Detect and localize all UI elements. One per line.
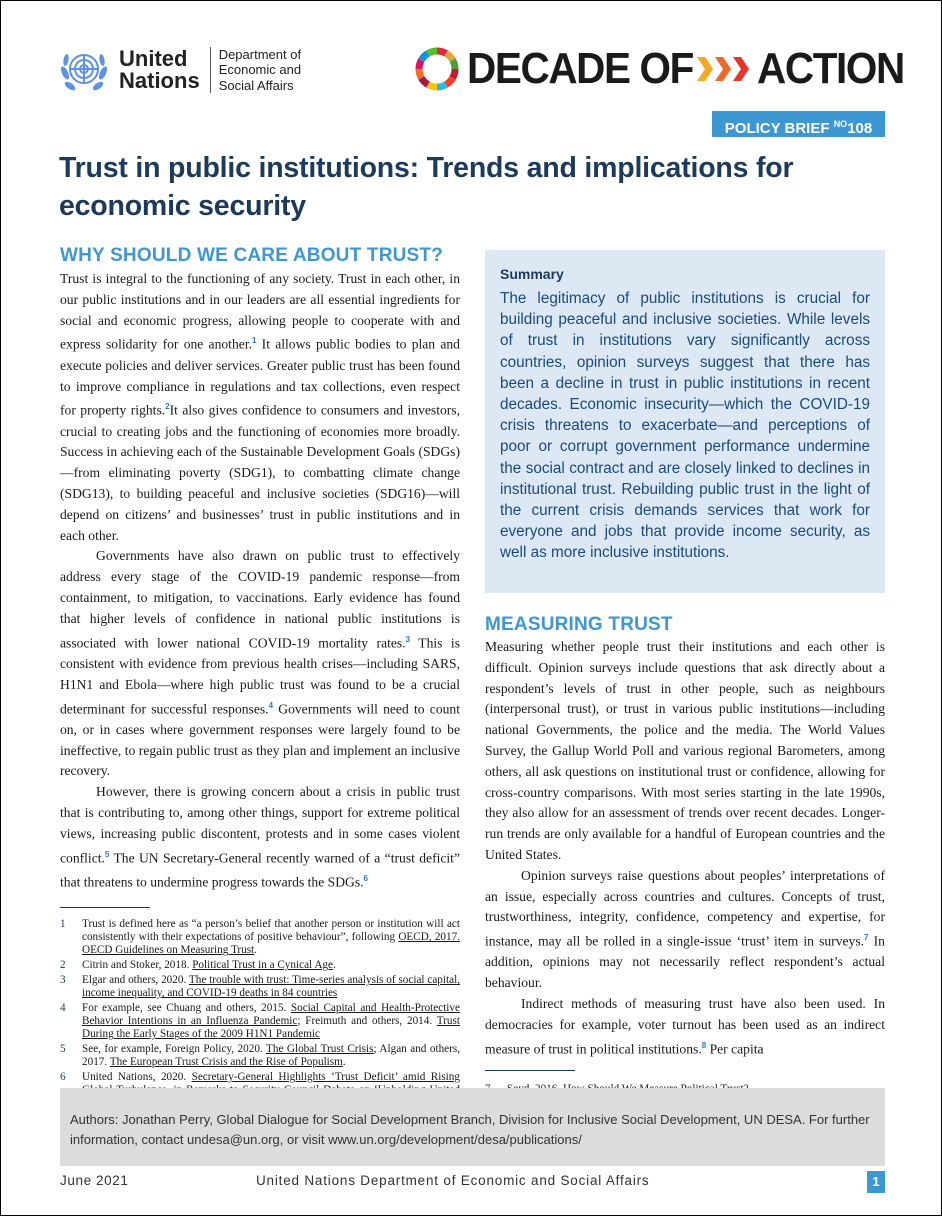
page-number: 1 (867, 1171, 885, 1193)
footnote (60, 1002, 460, 1041)
right-column (485, 614, 885, 1113)
footnote-rule (60, 907, 150, 908)
un-name (119, 48, 200, 92)
un-name-line2: Nations (119, 68, 200, 93)
paragraph (485, 866, 885, 994)
policy-brief-badge (712, 111, 885, 137)
authors-box: Authors: Jonathan Perry, Global Dialogue for Social Development Branch, Division for Inclusive Social Development, UN DESA. For further information, contact undesa@un.org, or visit www.un.org/development/desa/publications/ (60, 1088, 885, 1166)
page-title: Trust in public institutions: Trends and implications for economic security (59, 152, 794, 222)
text-run: It allows public bodies to plan and execute policies and deliver services. Greater public trust has been found to improve compliance in regulations and tax collections, even respect for property rights. (60, 336, 460, 418)
page-footer (60, 1171, 885, 1193)
text-run: . (342, 1056, 346, 1069)
paragraph (485, 994, 885, 1060)
policy-no-label: NO (833, 119, 848, 129)
text-run: For example, see Chuang and others, 2015. (82, 1002, 291, 1015)
footnote-link[interactable]: Trust During the Early Stages of the 2009 H1N1 Pandemic (82, 1015, 460, 1041)
footnote-ref[interactable]: 5 (104, 849, 110, 859)
text-run: It also gives confidence to consumers and investors, crucial to creating jobs and the functioning of economies more broadly. Success in achieving each of the Sustainable Development Goals (SDGs)—from eliminating poverty (SDG1), to combatting climate change (SDG13), to building peaceful and inclusive societies (SDG16)—will depend on citizens’ and businesses’ trust in public institutions and in each other. (60, 402, 460, 543)
footnote-number: 4 (60, 1002, 66, 1015)
footnote-text (82, 959, 460, 972)
footnote-number: 3 (60, 974, 66, 987)
chevron-right-icon (731, 55, 751, 83)
footnote-text (82, 974, 460, 1000)
footnote-text (82, 1043, 460, 1069)
section-heading-why-trust: WHY SHOULD WE CARE ABOUT TRUST? (60, 245, 444, 266)
footnote-link[interactable]: Social Capital and Health-Protective Behavior Intentions in an Influenza Pandemic (82, 1002, 460, 1028)
dept-name (219, 47, 301, 94)
footnote (60, 974, 460, 1000)
text-run: Opinion surveys raise questions about peoples’ interpretations of an issue, especially across countries and cultures. Concepts of trust, trustworthiness, integrity, confidence, competency and expertise, for instance, may all be rolled in a single-issue ‘trust’ item in surveys. (485, 867, 885, 949)
footnote-ref[interactable]: 4 (268, 700, 274, 710)
text-run: . (254, 944, 257, 957)
text-run: ; Algan and others, 2017. (82, 1043, 461, 1069)
text-run: Governments have also drawn on public trust to effectively address every stage of the COVID-19 pandemic response—from containment, to mitigation, to vaccinations. Early evidence has found that higher levels of confidence in national public institutions is associated with lower national COVID-19 mortality rates. (60, 548, 460, 651)
policy-brief-label: POLICY BRIEF (724, 120, 830, 137)
footnote-link[interactable]: The Global Trust Crisis (266, 1043, 374, 1056)
summary-box (485, 250, 885, 593)
dept-line2: Economic and (218, 62, 302, 78)
footnote-text (82, 1002, 460, 1041)
dept-line3: Social Affairs (218, 77, 294, 93)
footnote-rule (485, 1070, 575, 1071)
text-run: United Nations, 2020. (82, 1071, 192, 1084)
footnote-link[interactable]: Secretary-General Highlights ‘Trust Deficit’ amid Rising (191, 1071, 460, 1084)
text-run: Per capita (706, 1041, 764, 1057)
text-run: In addition, opinions may not necessarily reflect respondent’s actual behaviour. (485, 933, 885, 991)
text-run: . (332, 959, 336, 972)
footnote-ref[interactable]: 3 (405, 634, 411, 644)
text-run: ; Freimuth and others, 2014. (297, 1015, 437, 1028)
text-run: The UN Secretary-General recently warned of a “trust deficit” that threatens to undermine progress towards the SDGs. (60, 850, 460, 890)
chevron-right-icon (695, 55, 715, 83)
footer-org: United Nations Department of Economic and Social Affairs (256, 1173, 650, 1188)
text-run: Citrin and Stoker, 2018. (82, 959, 193, 972)
footnote (60, 918, 460, 957)
text-run: However, there is growing concern about a crisis in public trust that is contributing to, among other things, support for extreme political views, increasing public discontent, protests and in some cases violent conflict. (60, 784, 460, 866)
footnote-link[interactable]: The trouble with trust: Time-series analysis of social capital, income inequality, and COVID-19 deaths in 84 countries (82, 974, 460, 1000)
action-text: ACTION (756, 44, 904, 93)
footnote-link[interactable]: The European Trust Crisis and the Rise of Populism (109, 1056, 343, 1069)
footnotes-left (60, 918, 460, 1110)
paragraph: Measuring whether people trust their institutions and each other is difficult. Opinion surveys include questions that ask directly about a respondent’s levels of trust in other people, such as neighbours (interpersonal trust), or trust in various public institutions—including national Governments, the police and the media. The World Values Survey, the Gallup World Poll and various regional Barometers, among others, all ask questions on institutional trust or confidence, allowing for cross-country comparisons. With most series starting in the late 1990s, they also allow for an assessment of trends over recent decades. Longer-run trends are only available for a handful of European countries and the United States. (485, 639, 885, 862)
paragraph (60, 782, 460, 893)
footer-date: June 2021 (60, 1173, 129, 1188)
footnote-ref[interactable]: 8 (701, 1040, 707, 1050)
sdg-wheel-icon (415, 47, 459, 91)
footnote (60, 1043, 460, 1069)
footnote-ref[interactable]: 2 (165, 402, 170, 412)
un-logo (57, 43, 301, 97)
footnote-ref[interactable]: 7 (864, 933, 869, 943)
logo-divider (210, 47, 211, 93)
footnote-link[interactable]: Political Trust in a Cynical Age (192, 959, 333, 972)
section-heading-measuring-trust: MEASURING TRUST (485, 614, 673, 635)
footnote-text (82, 918, 460, 957)
footnote-number: 5 (60, 1043, 66, 1056)
footnote-ref[interactable]: 6 (363, 873, 368, 883)
text-run: Trust is defined here as “a person’s belief that another person or institution will act consistently with their expectations of positive behaviour”, following (82, 918, 460, 944)
text-run: See, for example, Foreign Policy, 2020. (82, 1043, 267, 1056)
footnote-ref[interactable]: 1 (251, 336, 257, 346)
paragraph (60, 269, 460, 546)
footnote-number: 6 (60, 1071, 66, 1084)
chevron-right-icon (713, 55, 733, 83)
summary-text: The legitimacy of public institutions is crucial for building peaceful and inclusive societies. While levels of trust in institutions vary significantly across countries, opinion surveys suggest that there has been a decline in trust in public institutions in recent decades. Economic insecurity—which the COVID-19 crisis threatens to exacerbate—and perceptions of poor or corrupt government performance undermine the social contract and are closely linked to declines in institutional trust. Rebuilding public trust in the light of the current crisis demands services that work for everyone and jobs that provide income security, as well as more inclusive institutions. (500, 290, 870, 562)
footnote-number: 1 (60, 918, 66, 931)
text-run: Trust is integral to the functioning of any society. Trust in each other, in our public institutions and in our leaders are all essential ingredients for social and economic progress, allowing people to cooperate with and express solidarity for one another. (60, 271, 460, 352)
dept-line1: Department of (218, 46, 302, 62)
text-run: Indirect methods of measuring trust have also been used. In democracies for example, voter turnout has been used as an indirect measure of trust in political institutions. (485, 996, 885, 1057)
un-name-line1: United (119, 46, 188, 71)
paragraph (60, 546, 460, 782)
chevrons (695, 55, 749, 83)
un-emblem-icon (57, 43, 111, 97)
decade-of-action-logo (415, 45, 916, 93)
policy-number: 108 (847, 120, 873, 137)
text-run: Elgar and others, 2020. (82, 974, 189, 987)
footnote-number: 2 (60, 959, 66, 972)
summary-heading: Summary (500, 266, 564, 282)
text-run: This is consistent with evidence from previous health crises—including SARS, H1N1 and Ebola—where high public trust was found to be a crucial determinant for successful responses. (60, 635, 460, 717)
decade-of-text: DECADE OF (467, 44, 693, 93)
text-run: Governments will need to count on, or in cases where government responses were largely found to be ineffective, to regain public trust as they plan and implement an inclusive recovery. (60, 701, 460, 779)
footnote-link[interactable]: OECD, 2017. OECD Guidelines on Measuring Trust (82, 931, 460, 957)
footnote (60, 959, 460, 972)
left-column (60, 245, 460, 1112)
